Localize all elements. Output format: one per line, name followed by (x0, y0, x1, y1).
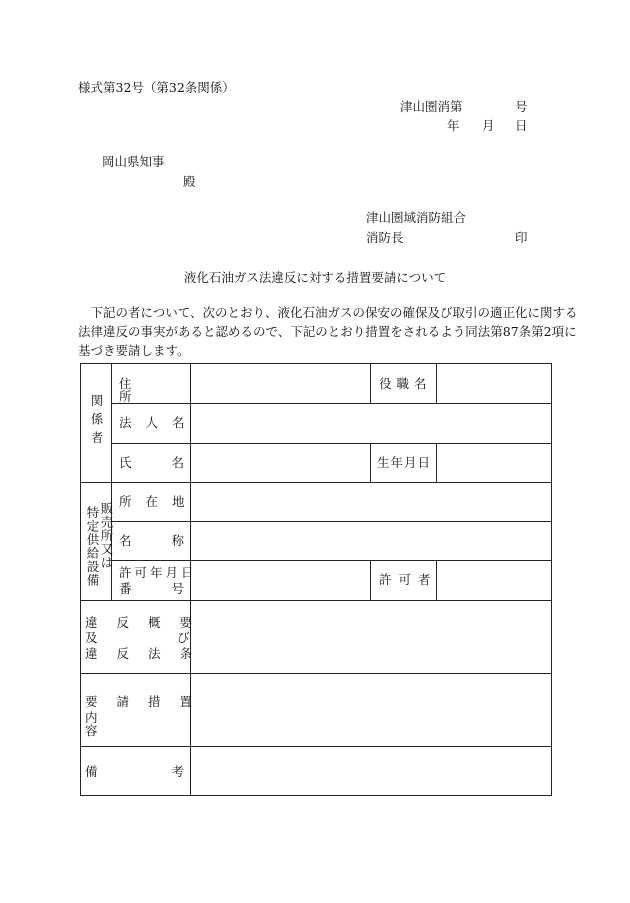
address-label-text: 住所 (119, 376, 172, 404)
facility-name-label: 名称 (119, 533, 225, 548)
violation-and-label: 及 (85, 630, 98, 645)
date-month: 月 (482, 118, 495, 133)
violation-summary-label: 違反概要 (85, 615, 212, 630)
location-label: 所在地 (119, 494, 199, 509)
birth-date-label: 生年月日 (377, 455, 432, 470)
permit-date-label: 許可年月日 (119, 565, 197, 580)
sender-title: 消防長 (366, 230, 404, 245)
date-year: 年 (447, 118, 460, 133)
document-title: 液化石油ガス法違反に対する措置要請について (183, 270, 447, 285)
body-paragraph (78, 303, 578, 360)
request-content-label (85, 712, 185, 737)
body-line-2: 法律違反の事実があると認めるので、下記のとおり措置をされるよう同法第87条第2項に (78, 324, 577, 339)
address-label (119, 378, 185, 403)
addressee-name: 岡山県知事 (102, 154, 165, 169)
document-number-suffix: 号 (515, 99, 528, 114)
request-form-table (80, 363, 552, 796)
corporation-name-label: 法人名 (119, 415, 199, 430)
remarks-label: 備考 (85, 764, 259, 779)
date-day: 日 (515, 118, 528, 133)
permit-number-label: 番号 (119, 581, 225, 596)
violation-law-label: 違反法条 (85, 646, 212, 661)
document-number-prefix: 津山圏消第 (400, 99, 463, 114)
seal-mark: 印 (515, 230, 528, 245)
body-line-3: 基づき要請します。 (78, 343, 190, 358)
group-supply-equipment-label: 特定供給設備 (85, 506, 100, 587)
permitter-label: 許可者 (379, 572, 438, 587)
sender-organization: 津山圏域消防組合 (366, 210, 467, 225)
group-sales-office-label: 販売所又は (99, 502, 114, 570)
body-line-1: 下記の者について、次のとおり、液化石油ガスの保安の確保及び取引の適正化に関する (78, 305, 578, 320)
form-number: 様式第32号（第32条関係） (78, 80, 235, 95)
person-name-label: 氏名 (119, 455, 225, 470)
request-content-text: 内容 (85, 710, 172, 738)
addressee-honorific: 殿 (183, 174, 196, 189)
violation-and-tail: び (177, 630, 190, 645)
request-measures-label: 要請措置 (85, 694, 212, 709)
position-label: 役職名 (379, 376, 432, 391)
group-related-persons-label: 関係者 (89, 394, 104, 450)
